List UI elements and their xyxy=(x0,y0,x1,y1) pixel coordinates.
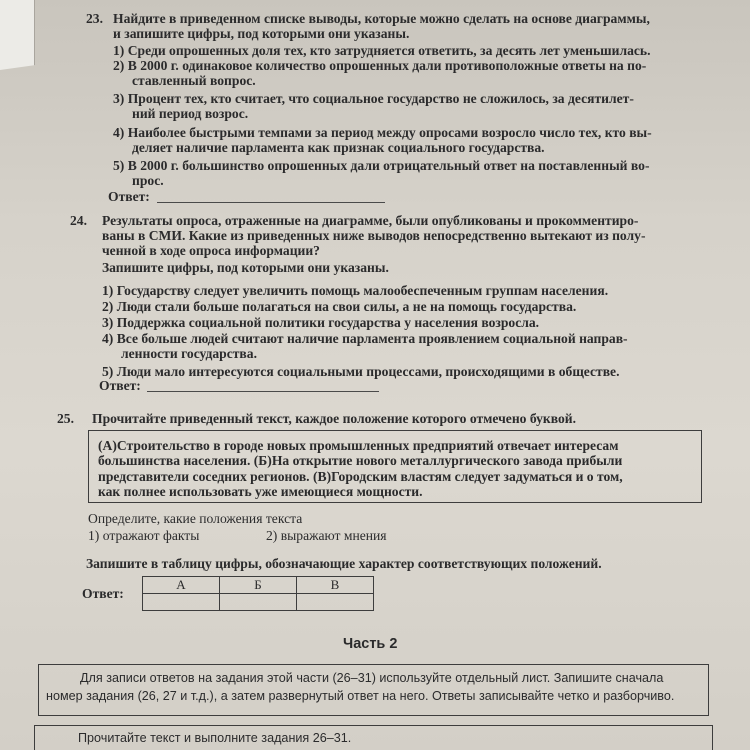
part2-note-line-1: Для записи ответов на задания этой части (26–31) используйте отдельный лист. Запишите сначала xyxy=(80,671,664,685)
part2-title: Часть 2 xyxy=(343,636,398,652)
answer-cell-b[interactable] xyxy=(220,594,297,611)
part2-note-line-2: номер задания (26, 27 и т.д.), а затем развернутый ответ на него. Ответы записывайте четко и разборчиво. xyxy=(46,689,675,703)
q25-text-line-2: большинства населения. (Б)На открытие нового металлургического завода прибыли xyxy=(98,453,623,468)
q23-option-4-line-2: деляет наличие парламента как признак социального государства. xyxy=(132,140,545,155)
q23-option-2-line-2: ставленный вопрос. xyxy=(132,73,256,88)
table-header-a: А xyxy=(143,577,220,594)
q23-option-3-line-1: 3) Процент тех, кто считает, что социальное государство не сложилось, за десятилет- xyxy=(113,91,634,106)
answer-cell-a[interactable] xyxy=(143,594,220,611)
q24-option-2: 2) Люди стали больше полагаться на свои силы, а не на помощь государства. xyxy=(102,299,577,314)
q25-instruction: Запишите в таблицу цифры, обозначающие характер соответствующих положений. xyxy=(86,556,602,571)
table-header-v: В xyxy=(297,577,374,594)
q23-number: 23. xyxy=(86,11,103,26)
q24-intro-line-2: ваны в СМИ. Какие из приведенных ниже выводов непосредственно вытекают из полу- xyxy=(102,228,646,243)
q24-number: 24. xyxy=(70,213,87,228)
q24-answer-label: Ответ: xyxy=(99,378,141,393)
q25-text-line-3: представители соседних регионов. (В)Городским властям следует задуматься и о том, xyxy=(98,469,623,484)
q25-answer-label: Ответ: xyxy=(82,586,124,601)
q24-option-5: 5) Люди мало интересуются социальными процессами, происходящими в обществе. xyxy=(102,364,620,379)
q24-option-1: 1) Государству следует увеличить помощь малообеспеченным группам населения. xyxy=(102,283,609,298)
q24-intro-line-4: Запишите цифры, под которыми они указаны. xyxy=(102,260,389,275)
answer-cell-v[interactable] xyxy=(297,594,374,611)
q24-intro-line-1: Результаты опроса, отраженные на диаграмме, были опубликованы и прокомментиро- xyxy=(102,213,639,228)
table-header-b: Б xyxy=(220,577,297,594)
q24-option-4-line-2: ленности государства. xyxy=(121,346,257,361)
q25-option-opinions: 2) выражают мнения xyxy=(266,528,387,543)
q25-answer-table xyxy=(142,576,374,611)
q25-intro: Прочитайте приведенный текст, каждое положение которого отмечено буквой. xyxy=(92,411,577,426)
part2-read-task: Прочитайте текст и выполните задания 26–31. xyxy=(78,731,352,745)
q23-option-4-line-1: 4) Наиболее быстрыми темпами за период между опросами возросло число тех, кто вы- xyxy=(113,125,652,140)
q25-text-line-1: (А)Строительство в городе новых промышленных предприятий отвечает интересам xyxy=(98,438,619,453)
q23-option-2-line-1: 2) В 2000 г. одинаковое количество опрошенных дали противоположные ответы на по- xyxy=(113,58,647,73)
q23-option-3-line-2: ний период возрос. xyxy=(132,106,249,121)
q24-intro-line-3: ченной в ходе опроса информации? xyxy=(102,243,320,258)
q23-intro-line-2: и запишите цифры, под которыми они указаны. xyxy=(113,26,410,41)
q23-option-5-line-1: 5) В 2000 г. большинство опрошенных дали отрицательный ответ на поставленный во- xyxy=(113,158,650,173)
q25-determine: Определите, какие положения текста xyxy=(88,511,303,526)
q24-option-3: 3) Поддержка социальной политики государства у населения возросла. xyxy=(102,315,540,330)
q23-option-1: 1) Среди опрошенных доля тех, кто затрудняется ответить, за десять лет уменьшилась. xyxy=(113,43,651,58)
q25-number: 25. xyxy=(57,411,74,426)
q23-answer-label: Ответ: xyxy=(108,189,150,204)
q23-option-5-line-2: прос. xyxy=(132,173,164,188)
q25-text-line-4: как полнее использовать уже имеющиеся мощности. xyxy=(98,484,423,499)
q24-answer-line[interactable] xyxy=(147,391,379,392)
q23-answer-line[interactable] xyxy=(157,202,385,203)
q23-intro-line-1: Найдите в приведенном списке выводы, которые можно сделать на основе диаграммы, xyxy=(113,11,650,26)
q24-option-4-line-1: 4) Все больше людей считают наличие парламента проявлением социальной направ- xyxy=(102,331,628,346)
folded-paper-corner xyxy=(0,0,35,70)
q25-option-facts: 1) отражают факты xyxy=(88,528,200,543)
